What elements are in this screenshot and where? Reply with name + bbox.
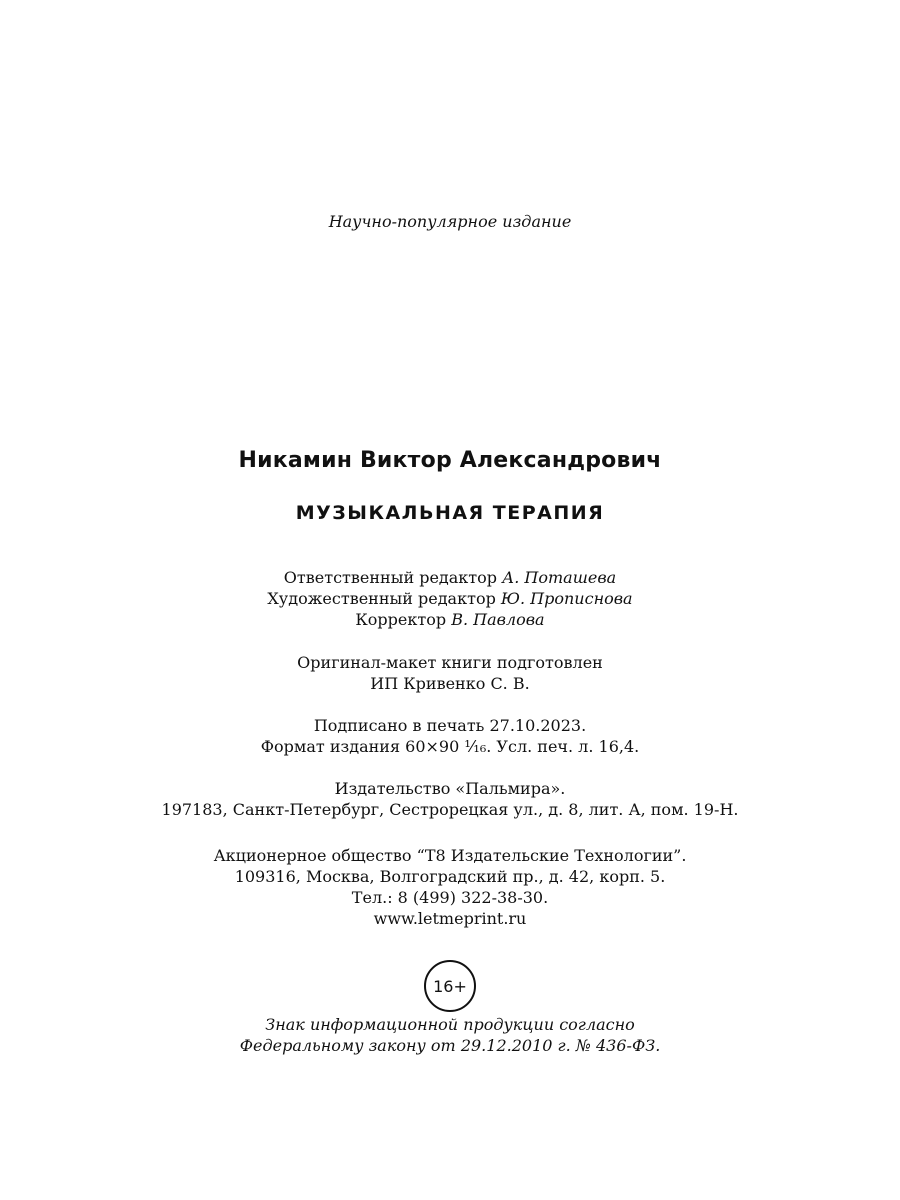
credit-name: Ю. Прописнова bbox=[500, 589, 633, 608]
age-rating-label: 16+ bbox=[424, 960, 476, 1012]
layout-credit-block bbox=[0, 652, 900, 694]
age-notice-law: Федеральному закону от 29.12.2010 г. № 436-ФЗ. bbox=[239, 1036, 661, 1055]
age-notice-line: Знак информационной продукции согласно bbox=[265, 1015, 635, 1034]
age-rating-badge bbox=[424, 960, 476, 1012]
author-name: Никамин Виктор Александрович bbox=[238, 448, 662, 473]
layout-credit-name: ИП Кривенко С. В. bbox=[370, 674, 530, 693]
credit-line-managing-editor bbox=[0, 567, 900, 588]
credit-role: Ответственный редактор bbox=[283, 568, 498, 587]
print-format: Формат издания 60×90 ¹⁄₁₆. Усл. печ. л. 16,4. bbox=[260, 737, 640, 756]
printer-block bbox=[0, 845, 900, 929]
book-title: МУЗЫКАЛЬНАЯ ТЕРАПИЯ bbox=[295, 502, 605, 524]
print-signed-date: Подписано в печать 27.10.2023. bbox=[313, 716, 587, 735]
publisher-name: Издательство «Пальмира». bbox=[334, 779, 566, 798]
publisher-address: 197183, Санкт-Петербург, Сестрорецкая ул., д. 8, лит. А, пом. 19-Н. bbox=[161, 800, 739, 819]
layout-credit-line: Оригинал-макет книги подготовлен bbox=[297, 653, 603, 672]
genre-label: Научно-популярное издание bbox=[328, 212, 572, 231]
printer-phone: Тел.: 8 (499) 322-38-30. bbox=[351, 888, 549, 907]
credit-role: Художественный редактор bbox=[267, 589, 496, 608]
age-rating-notice bbox=[0, 1014, 900, 1056]
printer-name: Акционерное общество “Т8 Издательские Технологии”. bbox=[213, 846, 687, 865]
credit-name: В. Павлова bbox=[451, 610, 545, 629]
credit-line-art-editor bbox=[0, 588, 900, 609]
credits-block bbox=[0, 567, 900, 630]
printer-address: 109316, Москва, Волгоградский пр., д. 42, корп. 5. bbox=[234, 867, 666, 886]
print-info-block bbox=[0, 715, 900, 757]
publisher-block bbox=[0, 778, 900, 820]
credit-role: Корректор bbox=[355, 610, 447, 629]
credit-line-proofreader bbox=[0, 609, 900, 630]
credit-name: А. Поташева bbox=[502, 568, 617, 587]
printer-website: www.letmeprint.ru bbox=[373, 909, 527, 928]
